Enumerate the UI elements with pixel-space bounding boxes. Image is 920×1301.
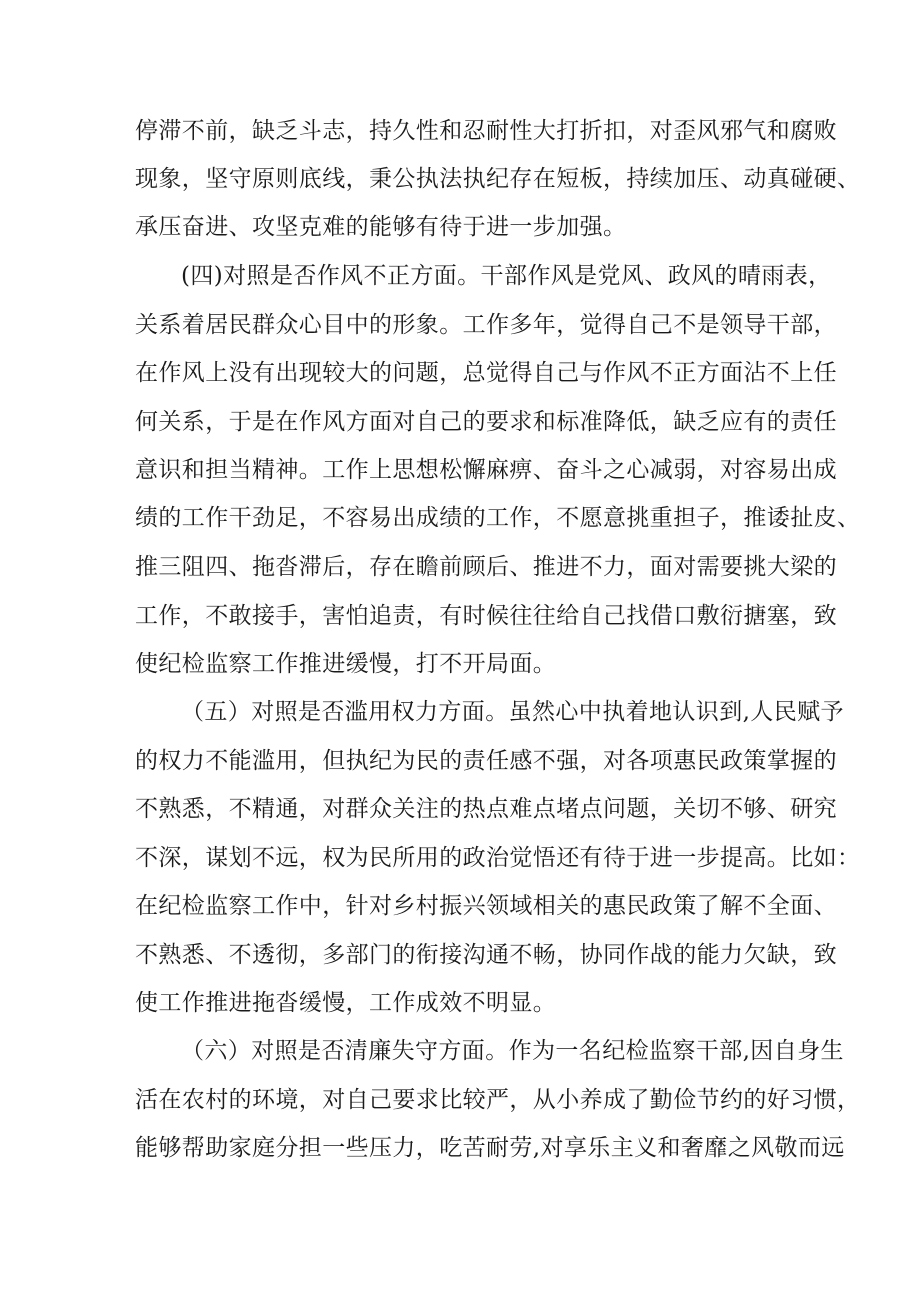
text-line: 关系着居民群众心目中的形象。工作多年，觉得自己不是领导干部， [135,312,837,338]
text-line: 不深，谋划不远，权为民所用的政治觉悟还有待于进一步提高。比如： [135,845,861,871]
text-line: 能够帮助家庭分担一些压力，吃苦耐劳,对享乐主义和奢靡之风敬而远 [135,1135,845,1161]
text-line: 现象，坚守原则底线，秉公执法执纪存在短板，持续加压、动真碰硬、 [135,166,861,192]
text-line: 的权力不能滥用，但执纪为民的责任感不强，对各项惠民政策掌握的 [135,748,837,774]
text-line: 停滞不前，缺乏斗志，持久性和忍耐性大打折扣，对歪风邪气和腐败 [135,118,837,144]
text-line: 承压奋进、攻坚克难的能够有待于进一步加强。 [135,214,627,240]
paragraph-heading-line: （五）对照是否滥用权力方面。虽然心中执着地认识到,人民赋予 [181,699,844,725]
text-line: 在作风上没有出现较大的问题，总觉得自己与作风不正方面沾不上任 [135,360,837,386]
text-line: 不熟悉，不精通，对群众关注的热点难点堵点问题，关切不够、研究 [135,796,837,822]
text-line: 活在农村的环境，对自己要求比较严，从小养成了勤俭节约的好习惯， [135,1087,861,1113]
paragraph-heading-line: （六）对照是否清廉失守方面。作为一名纪检监察干部,因自身生 [181,1038,844,1064]
text-line: 不熟悉、不透彻，多部门的衔接沟通不畅，协同作战的能力欠缺，致 [135,942,837,968]
text-line: 在纪检监察工作中，针对乡村振兴领域相关的惠民政策了解不全面、 [135,893,837,919]
text-line: 使工作推进拖沓缓慢，工作成效不明显。 [135,990,557,1016]
paragraph-heading-line: (四)对照是否作风不正方面。干部作风是党风、政风的晴雨表， [181,263,832,289]
text-line: 何关系，于是在作风方面对自己的要求和标准降低，缺乏应有的责任 [135,409,837,435]
text-line: 意识和担当精神。工作上思想松懈麻痹、奋斗之心减弱，对容易出成 [135,457,837,483]
text-line: 推三阻四、拖沓滞后，存在瞻前顾后、推进不力，面对需要挑大梁的 [135,554,837,580]
text-line: 工作，不敢接手，害怕追责，有时候往往给自己找借口敷衍搪塞，致 [135,603,837,629]
text-line: 使纪检监察工作推进缓慢，打不开局面。 [135,651,557,677]
text-line: 绩的工作干劲足，不容易出成绩的工作，不愿意挑重担子，推诿扯皮、 [135,505,861,531]
